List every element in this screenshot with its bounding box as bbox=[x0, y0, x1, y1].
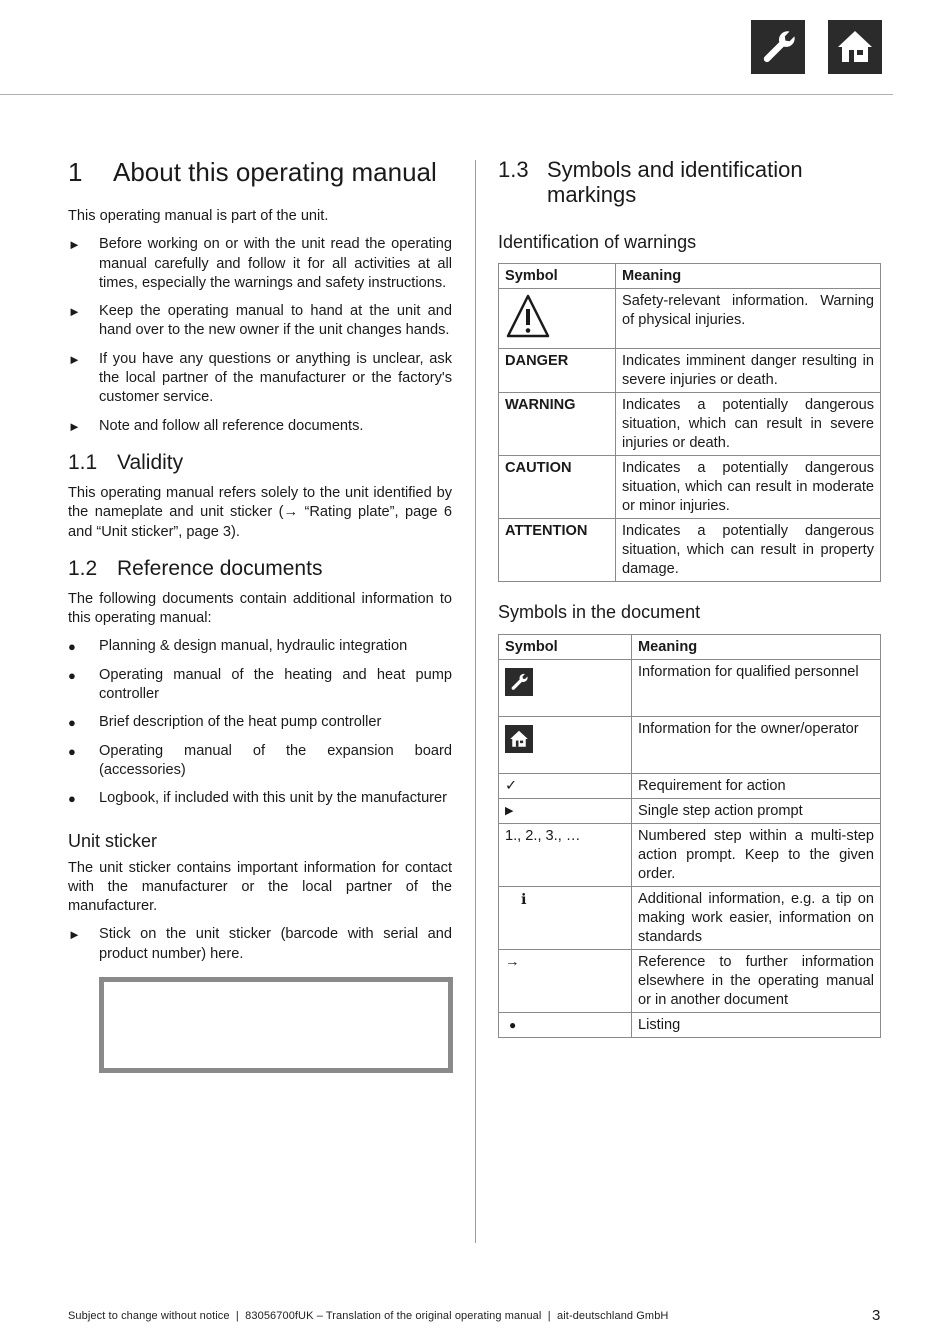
warnings-table bbox=[498, 263, 881, 582]
list-item: ● Logbook, if included with this unit by the manufacturer bbox=[68, 789, 452, 808]
instruction-list bbox=[68, 235, 452, 436]
arrow-bullet-icon: ► bbox=[68, 418, 81, 434]
list-item: ● Operating manual of the expansion board (accessories) bbox=[68, 742, 452, 778]
list-item: ► If you have any questions or anything is unclear, ask the local partner of the manufacturer or the factory's customer service. bbox=[68, 350, 452, 406]
reference-intro: The following documents contain additional information to this operating manual: bbox=[68, 590, 452, 627]
triangle-right-icon: ▶ bbox=[499, 799, 632, 824]
arrow-bullet-icon: ► bbox=[68, 304, 81, 320]
dot-bullet-icon: ● bbox=[68, 639, 76, 655]
unit-sticker-placeholder bbox=[99, 977, 453, 1073]
table-row: Information for the owner/operator bbox=[499, 717, 881, 774]
info-icon: ℹ bbox=[499, 887, 632, 950]
arrow-right-icon: → bbox=[499, 950, 632, 1013]
table-row: WARNING Indicates a potentially dangerous situation, which can result in severe injuries or death. bbox=[499, 393, 881, 456]
table-row: Safety-relevant information. Warning of physical injuries. bbox=[499, 289, 881, 349]
dot-bullet-icon: ● bbox=[68, 667, 76, 683]
sticker-instruction-list bbox=[68, 925, 452, 964]
header-rule bbox=[0, 94, 893, 95]
dot-bullet-icon: ● bbox=[68, 715, 76, 731]
warnings-heading: Identification of warnings bbox=[498, 232, 697, 252]
list-item: ● Planning & design manual, hydraulic integration bbox=[68, 637, 452, 656]
validity-heading: 1.1 Validity bbox=[68, 450, 184, 474]
table-row: DANGER Indicates imminent danger resulting in severe injuries or death. bbox=[499, 349, 881, 393]
table-row: → Reference to further information elsewhere in the operating manual or in another document bbox=[499, 950, 881, 1013]
reference-list bbox=[68, 637, 452, 808]
chapter-number: 1 bbox=[68, 157, 83, 187]
list-item: ► Keep the operating manual to hand at the unit and hand over to the new owner if the unit changes hands. bbox=[68, 303, 452, 339]
table-header-row: Symbol Meaning bbox=[499, 264, 881, 289]
footer-text: Subject to change without notice | 83056700fUK – Translation of the original operating manual | ait-deutschland GmbH bbox=[68, 1310, 669, 1322]
house-icon bbox=[505, 725, 533, 753]
checkmark-icon: ✓ bbox=[499, 774, 632, 799]
list-item: ● Operating manual of the heating and heat pump controller bbox=[68, 666, 452, 703]
document-symbols-table bbox=[498, 634, 881, 1038]
dot-bullet-icon: ● bbox=[68, 791, 76, 807]
table-row: Information for qualified personnel bbox=[499, 660, 881, 717]
page-number: 3 bbox=[872, 1307, 881, 1324]
document-symbols-heading: Symbols in the document bbox=[498, 602, 701, 622]
table-row: ℹ Additional information, e.g. a tip on making work easier, information on standards bbox=[499, 887, 881, 950]
wrench-icon bbox=[751, 20, 805, 74]
left-column bbox=[68, 157, 452, 1073]
column-divider bbox=[475, 160, 476, 1243]
reference-heading: 1.2 Reference documents bbox=[68, 556, 323, 580]
chapter-heading bbox=[68, 157, 452, 187]
list-item: ● Brief description of the heat pump controller bbox=[68, 713, 452, 732]
bullet-icon: ● bbox=[499, 1013, 632, 1038]
table-row: ▶ Single step action prompt bbox=[499, 799, 881, 824]
table-row: ● Listing bbox=[499, 1013, 881, 1038]
table-row: ATTENTION Indicates a potentially dangerous situation, which can result in property damage. bbox=[499, 519, 881, 582]
unit-sticker-heading: Unit sticker bbox=[68, 830, 158, 851]
symbols-section-heading: 1.3 Symbols and identification markings bbox=[498, 157, 803, 207]
warning-triangle-icon bbox=[505, 292, 551, 340]
house-icon bbox=[828, 20, 882, 74]
arrow-bullet-icon: ► bbox=[68, 927, 81, 943]
arrow-bullet-icon: ► bbox=[68, 237, 81, 253]
list-item: ► Before working on or with the unit read the operating manual carefully and follow it for all activities at all times, especially the warnings and safety instructions. bbox=[68, 236, 452, 291]
list-item: ► Note and follow all reference documents. bbox=[68, 417, 452, 436]
chapter-title: About this operating manual bbox=[113, 157, 437, 187]
intro-text: This operating manual is part of the unit. bbox=[68, 208, 329, 224]
unit-sticker-text: The unit sticker contains important information for contact with the manufacturer or the local partner of the manufacturer. bbox=[68, 859, 452, 915]
arrow-bullet-icon: ► bbox=[68, 351, 81, 367]
table-row: ✓ Requirement for action bbox=[499, 774, 881, 799]
table-row: CAUTION Indicates a potentially dangerous situation, which can result in moderate or minor injuries. bbox=[499, 456, 881, 519]
list-item: ► Stick on the unit sticker (barcode with serial and product number) here. bbox=[68, 926, 452, 962]
table-header-row: Symbol Meaning bbox=[499, 635, 881, 660]
wrench-icon bbox=[505, 668, 533, 696]
validity-text: This operating manual refers solely to the unit identified by the nameplate and unit sticker (→ “Rating plate”, page 6 and “Unit sticker”, page 3). bbox=[68, 484, 452, 540]
dot-bullet-icon: ● bbox=[68, 743, 76, 759]
right-column bbox=[498, 157, 881, 1038]
table-row: 1., 2., 3., … Numbered step within a multi-step action prompt. Keep to the given order. bbox=[499, 824, 881, 887]
